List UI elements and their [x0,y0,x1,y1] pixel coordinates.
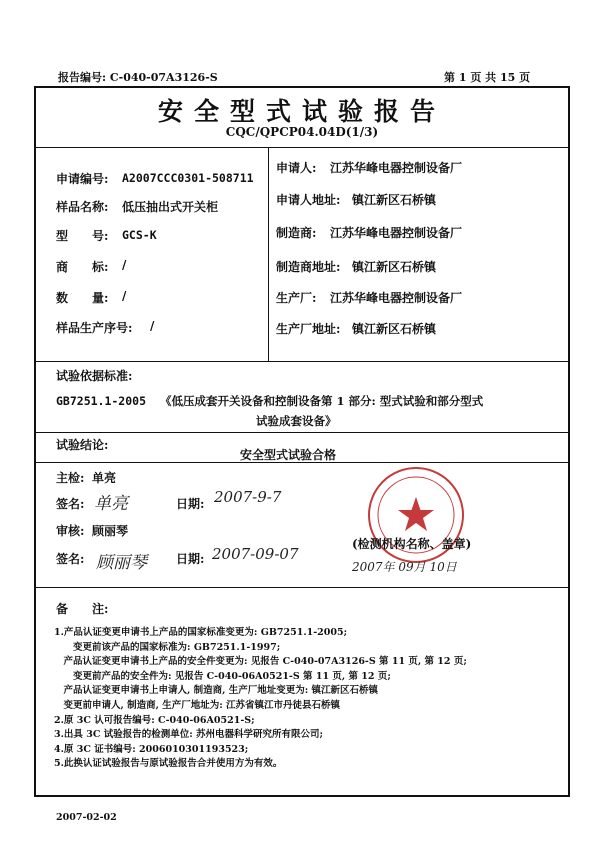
page-title: 安全型式试验报告 [157,97,446,126]
remark-line: 产品认证变更申请书上产品的安全件变更为: 见报告 C-040-07A3126-S 第 11 页, 第 12 页; [54,656,467,668]
divider [34,432,570,433]
factory-value: 江苏华峰电器控制设备厂 [330,291,463,305]
stamp-caption: (检测机构名称、盖章) [352,537,472,551]
form-code: CQC/QPCP04.04D(1/3) [225,125,379,139]
remarks-label: 备 注: [56,602,109,616]
factory-label: 生产厂: [276,291,317,305]
application-no-label: 申请编号: [56,172,109,186]
signature-2: 顾丽琴 [96,553,147,573]
sample-name-label: 样品名称: [56,200,109,214]
date-2: 2007-09-07 [212,545,299,563]
date-label-2: 日期: [176,552,205,566]
signature-label-2: 签名: [56,552,85,566]
divider [34,147,570,148]
remark-line: 变更前该产品的国家标准为: GB7251.1-1997; [54,641,281,653]
chief-inspector-name: 单亮 [92,471,117,485]
remark-line: 产品认证变更申请书上申请人, 制造商, 生产厂地址变更为: 镇江新区石桥镇 [54,685,379,697]
remarks-list [54,626,467,772]
column-divider [268,147,269,361]
quantity-label: 数 量: [56,291,109,305]
conclusion-label: 试验结论: [56,438,109,452]
basis-label: 试验依据标准: [56,369,133,383]
remark-line: 1.产品认证变更申请书上产品的国家标准变更为: GB7251.1-2005; [54,627,348,638]
manufacturer-address-value: 镇江新区石桥镇 [352,260,437,274]
basis-description-line1: 《低压成套开关设备和控制设备第 1 部分: 型式试验和部分型式 [160,394,484,408]
divider [34,361,570,362]
remark-line: 5.此换认证试验报告与原试验报告合并使用方为有效。 [54,758,283,770]
remark-line: 2.原 3C 认可报告编号: C-040-06A0521-S; [54,714,255,726]
remark-line: 4.原 3C 证书编号: 2006010301193523; [54,743,249,755]
stamp-date: 2007年 09月 10日 [352,560,457,574]
manufacturer-value: 江苏华峰电器控制设备厂 [330,226,463,240]
factory-address-value: 镇江新区石桥镇 [352,322,437,336]
applicant-address-value: 镇江新区石桥镇 [352,193,437,207]
remark-line: 3.出具 3C 试验报告的检测单位: 苏州电器科学研究所有限公司; [54,729,324,741]
applicant-label: 申请人: [276,161,317,175]
footer-date: 2007-02-02 [56,812,117,823]
applicant-value: 江苏华峰电器控制设备厂 [330,161,463,175]
remark-line: 变更前产品的安全件为: 见报告 C-040-06A0521-S 第 11 页, 第 12 页; [54,670,391,682]
basis-standard: GB7251.1-2005 [56,394,147,408]
applicant-address-label: 申请人地址: [276,193,341,207]
chief-inspector-label: 主检: [56,471,85,485]
date-label-1: 日期: [176,497,205,511]
model-value: GCS-K [122,228,157,242]
model-label: 型 号: [56,229,109,243]
signature-label-1: 签名: [56,497,85,511]
signature-1: 单亮 [94,494,128,514]
manufacturer-address-label: 制造商地址: [276,260,341,274]
report-number: 报告编号: C-040-07A3126-S [58,71,218,84]
application-no-value: A2007CCC0301-508711 [122,171,254,185]
reviewer-label: 审核: [56,524,85,538]
serial-value: / [150,319,155,333]
basis-description-line2: 试验成套设备》 [256,414,337,428]
divider [34,587,570,588]
quantity-value: / [122,289,127,303]
manufacturer-label: 制造商: [276,226,317,240]
trademark-label: 商 标: [56,260,109,274]
factory-address-label: 生产厂地址: [276,322,341,336]
serial-label: 样品生产序号: [56,321,133,335]
reviewer-name: 顾丽琴 [92,524,129,538]
sample-name-value: 低压抽出式开关柜 [122,200,219,214]
date-1: 2007-9-7 [214,488,282,506]
remark-line: 变更前申请人, 制造商, 生产厂地址为: 江苏省镇江市丹徒县石桥镇 [54,699,341,711]
trademark-value: / [122,258,127,272]
page-info: 第 1 页 共 15 页 [444,71,531,84]
conclusion-result: 安全型式试验合格 [240,448,337,462]
